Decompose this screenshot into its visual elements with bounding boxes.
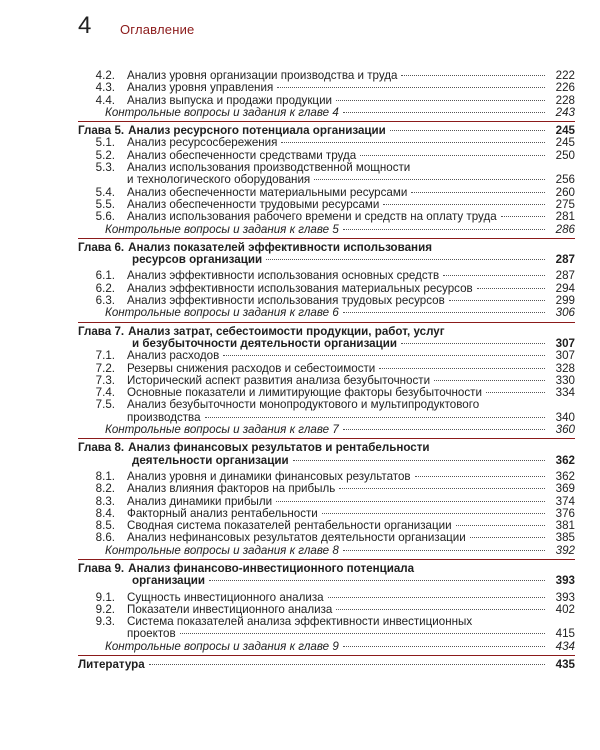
toc-literature[interactable]: Литература 435 (78, 655, 575, 671)
toc-entry[interactable]: 8.2. Анализ влияния факторов на прибыль 369 (95, 482, 575, 496)
toc-entry[interactable]: 8.4. Факторный анализ рентабельности 376 (95, 506, 575, 520)
toc-chapter-5[interactable]: Глава 5. Анализ ресурсного потенциала организации 245 (78, 121, 575, 137)
toc-entry[interactable]: 5.4. Анализ обеспеченности материальными ресурсами 260 (95, 185, 575, 199)
toc-entry[interactable]: 7.5. Анализ безубыточности монопродуктового и мультипродуктового (95, 398, 480, 412)
toc-entry[interactable]: 5.5. Анализ обеспеченности трудовыми ресурсами 275 (95, 197, 575, 211)
toc-entry[interactable]: 6.3. Анализ эффективности использования трудовых ресурсов 299 (95, 294, 575, 308)
toc-chapter-9[interactable]: Глава 9. Анализ финансово-инвестиционного потенциала (78, 559, 575, 575)
toc-entry[interactable]: 4.4. Анализ выпуска и продажи продукции 228 (95, 93, 575, 107)
toc-chapter-8-continued[interactable]: деятельности организации 362 (132, 453, 575, 467)
toc-chapter-7[interactable]: Глава 7. Анализ затрат, себестоимости продукции, работ, услуг (78, 322, 575, 338)
toc-entry[interactable]: 6.1. Анализ эффективности использования основных средств 287 (95, 269, 575, 283)
toc-questions[interactable]: Контрольные вопросы и задания к главе 9 434 (105, 639, 575, 653)
toc-entry[interactable]: 5.3. Анализ использования производственной мощности (95, 161, 411, 175)
toc-entry[interactable]: 7.3. Исторический аспект развития анализа безубыточности 330 (95, 373, 575, 387)
toc-entry[interactable]: 8.3. Анализ динамики прибыли 374 (95, 494, 575, 508)
toc-entry-continued[interactable]: и технологического оборудования 256 (127, 173, 575, 187)
toc-chapter-8[interactable]: Глава 8. Анализ финансовых результатов и рентабельности (78, 438, 575, 454)
table-of-contents (78, 70, 575, 671)
toc-questions[interactable]: Контрольные вопросы и задания к главе 7 360 (105, 423, 575, 437)
toc-entry[interactable]: 9.2. Показатели инвестиционного анализа 402 (95, 602, 575, 616)
toc-entry[interactable]: 7.2. Резервы снижения расходов и себестоимости 328 (95, 361, 575, 375)
page-header (78, 12, 568, 50)
toc-entry[interactable]: 7.1. Анализ расходов 307 (95, 349, 575, 363)
toc-entry-continued[interactable]: проектов 415 (127, 627, 575, 641)
toc-chapter-6-continued[interactable]: ресурсов организации 287 (132, 253, 575, 267)
toc-entry-continued[interactable]: производства 340 (127, 410, 575, 424)
running-head: Оглавление (120, 22, 195, 37)
toc-chapter-9-continued[interactable]: организации 393 (132, 574, 575, 588)
toc-chapter-7-continued[interactable]: и безубыточности деятельности организации 307 (132, 336, 575, 350)
toc-entry[interactable]: 5.6. Анализ использования рабочего времени и средств на оплату труда 281 (95, 210, 575, 224)
toc-entry[interactable]: 4.2. Анализ уровня организации производства и труда 222 (95, 69, 575, 82)
toc-questions[interactable]: Контрольные вопросы и задания к главе 4 243 (105, 105, 575, 119)
toc-questions[interactable]: Контрольные вопросы и задания к главе 6 306 (105, 306, 575, 320)
toc-entry[interactable]: 9.3. Система показателей анализа эффективности инвестиционных (95, 615, 473, 629)
toc-entry[interactable]: 5.1. Анализ ресурсосбережения 245 (95, 136, 575, 150)
toc-questions[interactable]: Контрольные вопросы и задания к главе 8 392 (105, 543, 575, 557)
toc-entry[interactable]: 5.2. Анализ обеспеченности средствами труда 250 (95, 148, 575, 162)
toc-entry[interactable]: 8.6. Анализ нефинансовых результатов деятельности организации 385 (95, 531, 575, 545)
toc-entry[interactable]: 7.4. Основные показатели и лимитирующие факторы безубыточности 334 (95, 386, 575, 400)
toc-entry[interactable]: 6.2. Анализ эффективности использования материальных ресурсов 294 (95, 281, 575, 295)
toc-questions[interactable]: Контрольные вопросы и задания к главе 5 286 (105, 222, 575, 236)
toc-entry[interactable]: 9.1. Сущность инвестиционного анализа 393 (95, 590, 575, 604)
toc-entry[interactable]: 4.3. Анализ уровня управления 226 (95, 81, 575, 95)
page-number: 4 (78, 12, 92, 39)
toc-chapter-6[interactable]: Глава 6. Анализ показателей эффективности использования (78, 238, 575, 254)
toc-entry[interactable]: 8.1. Анализ уровня и динамики финансовых результатов 362 (95, 469, 575, 483)
toc-entry[interactable]: 8.5. Сводная система показателей рентабельности организации 381 (95, 519, 575, 533)
